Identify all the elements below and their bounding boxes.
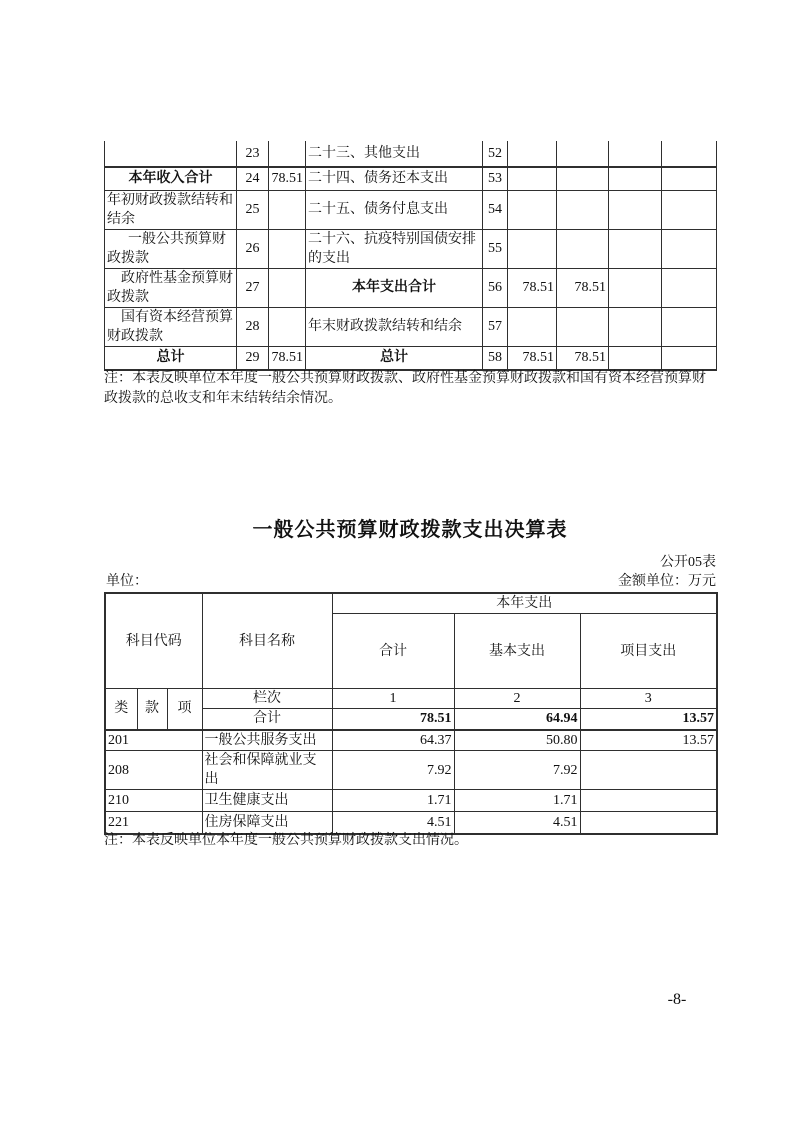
amount-cell — [580, 790, 717, 812]
amount-cell: 1.71 — [454, 790, 580, 812]
amount-cell — [508, 190, 557, 229]
expense-label-cell: 二十四、债务还本支出 — [306, 167, 483, 190]
row-no-cell: 26 — [237, 229, 269, 268]
income-label-cell: 总计 — [105, 346, 237, 370]
total-row-label: 合计 — [202, 709, 332, 730]
subject-code-cell: 208 — [105, 751, 202, 790]
income-amount-cell — [269, 141, 306, 167]
subject-name-cell: 卫生健康支出 — [202, 790, 332, 812]
class-header: 类 — [105, 689, 137, 730]
row-no-cell: 57 — [483, 307, 508, 346]
amount-cell: 78.51 — [332, 709, 454, 730]
amount-cell — [609, 141, 662, 167]
amount-cell — [580, 751, 717, 790]
amount-cell — [609, 268, 662, 307]
row-no-cell: 24 — [237, 167, 269, 190]
table-header-row — [105, 593, 717, 614]
income-label-cell: 政府性基金预算财政拨款 — [105, 268, 237, 307]
subject-name-cell: 社会和保障就业支出 — [202, 751, 332, 790]
amount-cell: 1.71 — [332, 790, 454, 812]
table-row — [105, 346, 717, 370]
table-row — [105, 751, 717, 790]
table-row — [105, 307, 717, 346]
row-no-cell: 52 — [483, 141, 508, 167]
amount-cell: 7.92 — [454, 751, 580, 790]
table-header-row — [105, 689, 717, 709]
amount-cell — [508, 229, 557, 268]
amount-cell: 64.94 — [454, 709, 580, 730]
row-no-cell: 28 — [237, 307, 269, 346]
amount-cell — [609, 346, 662, 370]
amount-cell: 13.57 — [580, 709, 717, 730]
income-label-cell: 本年收入合计 — [105, 167, 237, 190]
income-amount-cell — [269, 229, 306, 268]
amount-cell — [557, 167, 609, 190]
amount-cell — [508, 167, 557, 190]
amount-cell: 78.51 — [508, 346, 557, 370]
amount-cell — [557, 190, 609, 229]
amount-cell — [557, 141, 609, 167]
row-no-cell: 23 — [237, 141, 269, 167]
amount-cell: 4.51 — [454, 812, 580, 834]
amount-cell — [662, 190, 717, 229]
income-amount-cell — [269, 307, 306, 346]
table-row — [105, 790, 717, 812]
amount-cell — [557, 229, 609, 268]
row-no-cell: 27 — [237, 268, 269, 307]
page-number: -8- — [667, 991, 687, 1008]
income-label-cell: 一般公共预算财政拨款 — [105, 229, 237, 268]
total-header: 合计 — [332, 614, 454, 689]
table-row — [105, 229, 717, 268]
project-expense-header: 项目支出 — [580, 614, 717, 689]
expense-label-cell: 二十六、抗疫特别国债安排的支出 — [306, 229, 483, 268]
row-no-cell: 56 — [483, 268, 508, 307]
amount-cell: 78.51 — [557, 346, 609, 370]
subject-name-header: 科目名称 — [202, 593, 332, 689]
income-label-cell — [105, 141, 237, 167]
amount-cell — [662, 167, 717, 190]
expense-table-title: 一般公共预算财政拨款支出决算表 — [252, 519, 568, 541]
table-row — [105, 268, 717, 307]
amount-cell: 78.51 — [557, 268, 609, 307]
row-no-cell: 53 — [483, 167, 508, 190]
column-index-cell: 3 — [580, 689, 717, 709]
column-index-cell: 1 — [332, 689, 454, 709]
table-row — [105, 730, 717, 751]
expense-detail-table — [104, 592, 718, 835]
income-label-cell: 国有资本经营预算财政拨款 — [105, 307, 237, 346]
row-no-cell: 54 — [483, 190, 508, 229]
income-amount-cell: 78.51 — [269, 346, 306, 370]
table-row — [105, 167, 717, 190]
table-number-label: 公开05表 — [660, 555, 716, 570]
amount-cell — [662, 229, 717, 268]
amount-cell: 4.51 — [332, 812, 454, 834]
amount-cell — [508, 307, 557, 346]
row-no-cell: 58 — [483, 346, 508, 370]
expense-label-cell: 本年支出合计 — [306, 268, 483, 307]
unit-label: 单位： — [106, 574, 148, 589]
income-amount-cell — [269, 190, 306, 229]
subject-code-cell: 210 — [105, 790, 202, 812]
expense-label-cell: 二十三、其他支出 — [306, 141, 483, 167]
summary-table-note: 注：本表反映单位本年度一般公共预算财政拨款、政府性基金预算财政拨款和国有资本经营预算财政拨款的总收支和年末结转结余情况。 — [104, 371, 706, 406]
subject-code-cell: 201 — [105, 730, 202, 751]
amount-cell: 7.92 — [332, 751, 454, 790]
amount-cell — [609, 229, 662, 268]
amount-unit-label: 金额单位：万元 — [618, 574, 716, 589]
expense-label-cell: 年末财政拨款结转和结余 — [306, 307, 483, 346]
amount-cell: 13.57 — [580, 730, 717, 751]
subject-name-cell: 住房保障支出 — [202, 812, 332, 834]
amount-cell — [662, 141, 717, 167]
column-index-label: 栏次 — [202, 689, 332, 709]
expense-table-note: 注：本表反映单位本年度一般公共预算财政拨款支出情况。 — [104, 833, 468, 848]
expense-label-cell: 二十五、债务付息支出 — [306, 190, 483, 229]
row-no-cell: 29 — [237, 346, 269, 370]
amount-cell — [662, 346, 717, 370]
budget-summary-table — [104, 141, 717, 371]
column-index-cell: 2 — [454, 689, 580, 709]
amount-cell — [557, 307, 609, 346]
amount-cell — [662, 307, 717, 346]
table-row — [105, 190, 717, 229]
basic-expense-header: 基本支出 — [454, 614, 580, 689]
amount-cell: 50.80 — [454, 730, 580, 751]
expense-label-cell: 总计 — [306, 346, 483, 370]
income-amount-cell: 78.51 — [269, 167, 306, 190]
amount-cell — [662, 268, 717, 307]
subject-code-header: 科目代码 — [105, 593, 202, 689]
subject-name-cell: 一般公共服务支出 — [202, 730, 332, 751]
table-row — [105, 141, 717, 167]
current-year-expense-header: 本年支出 — [332, 593, 717, 614]
row-no-cell: 55 — [483, 229, 508, 268]
amount-cell — [609, 190, 662, 229]
subject-code-cell: 221 — [105, 812, 202, 834]
amount-cell — [508, 141, 557, 167]
amount-cell — [609, 167, 662, 190]
amount-cell: 64.37 — [332, 730, 454, 751]
amount-cell: 78.51 — [508, 268, 557, 307]
income-label-cell: 年初财政拨款结转和结余 — [105, 190, 237, 229]
row-no-cell: 25 — [237, 190, 269, 229]
income-amount-cell — [269, 268, 306, 307]
amount-cell — [609, 307, 662, 346]
item-header: 项 — [167, 689, 202, 730]
section-header: 款 — [137, 689, 167, 730]
